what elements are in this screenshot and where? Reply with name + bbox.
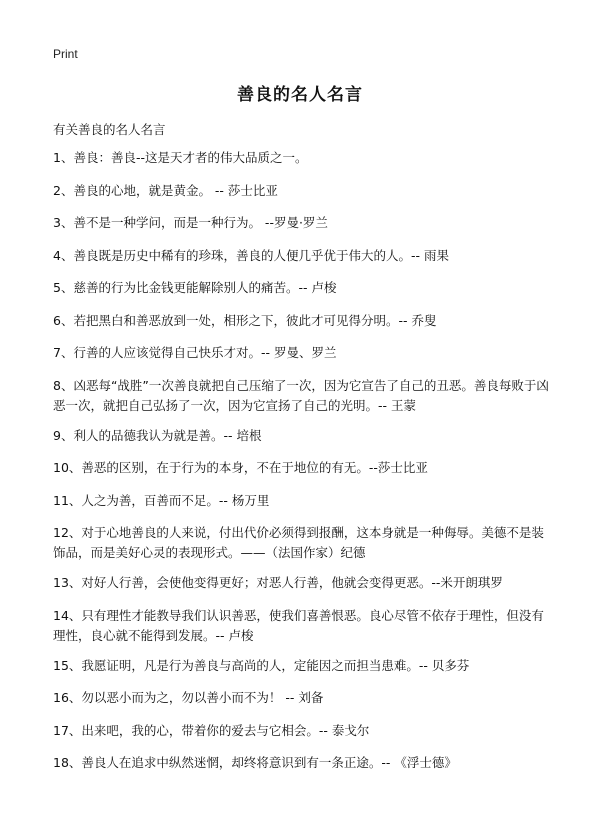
- article-title: 善良的名人名言: [237, 85, 363, 105]
- print-link[interactable]: Print: [53, 47, 78, 61]
- quote-item: 8、凶恶每“战胜”一次善良就把自己压缩了一次，因为它宣告了自己的丑恶。善良每败于凶恶一次，就把自己弘扬了一次，因为它宣扬了自己的光明。-- 王蒙: [53, 377, 549, 413]
- quote-item: 4、善良既是历史中稀有的珍珠，善良的人便几乎优于伟大的人。-- 雨果: [53, 247, 449, 263]
- quote-item: 17、出来吧，我的心，带着你的爱去与它相会。-- 泰戈尔: [53, 722, 370, 738]
- quote-item: 13、对好人行善，会使他变得更好；对恶人行善，他就会变得更恶。--米开朗琪罗: [53, 575, 503, 590]
- quote-item: 10、善恶的区别，在于行为的本身，不在于地位的有无。--莎士比亚: [53, 460, 428, 475]
- quote-item: 9、利人的品德我认为就是善。-- 培根: [53, 427, 262, 443]
- quote-item: 7、行善的人应该觉得自己快乐才对。-- 罗曼、罗兰: [53, 345, 337, 360]
- quote-item: 14、只有理性才能教导我们认识善恶，使我们喜善恨恶。良心尽管不依存于理性，但没有理性，良心就不能得到发展。-- 卢梭: [53, 607, 544, 643]
- quote-item: 15、我愿证明，凡是行为善良与高尚的人，定能因之而担当患难。-- 贝多芬: [53, 657, 470, 673]
- quote-item: 16、勿以恶小而为之，勿以善小而不为！ -- 刘备: [53, 690, 324, 705]
- quote-item: 3、善不是一种学问，而是一种行为。 --罗曼·罗兰: [53, 215, 328, 230]
- quote-item: 2、善良的心地，就是黄金。 -- 莎士比亚: [53, 182, 278, 198]
- quote-item: 5、慈善的行为比金钱更能解除别人的痛苦。-- 卢梭: [53, 280, 337, 295]
- quote-item: 12、对于心地善良的人来说，付出代价必须得到报酬，这本身就是一种侮辱。美德不是装饰品，而是美好心灵的表现形式。——（法国作家）纪德: [53, 525, 544, 560]
- quote-list: [53, 148, 553, 786]
- article-subtitle: 有关善良的名人名言: [53, 122, 166, 137]
- quote-item: 6、若把黑白和善恶放到一处，相形之下，彼此才可见得分明。-- 乔叟: [53, 312, 437, 328]
- quote-item: 1、善良：善良--这是天才者的伟大品质之一。: [53, 150, 308, 165]
- quote-item: 11、人之为善，百善而不足。-- 杨万里: [53, 492, 270, 508]
- quote-item: 18、善良人在追求中纵然迷惘，却终将意识到有一条正途。-- 《浮士德》: [53, 755, 457, 770]
